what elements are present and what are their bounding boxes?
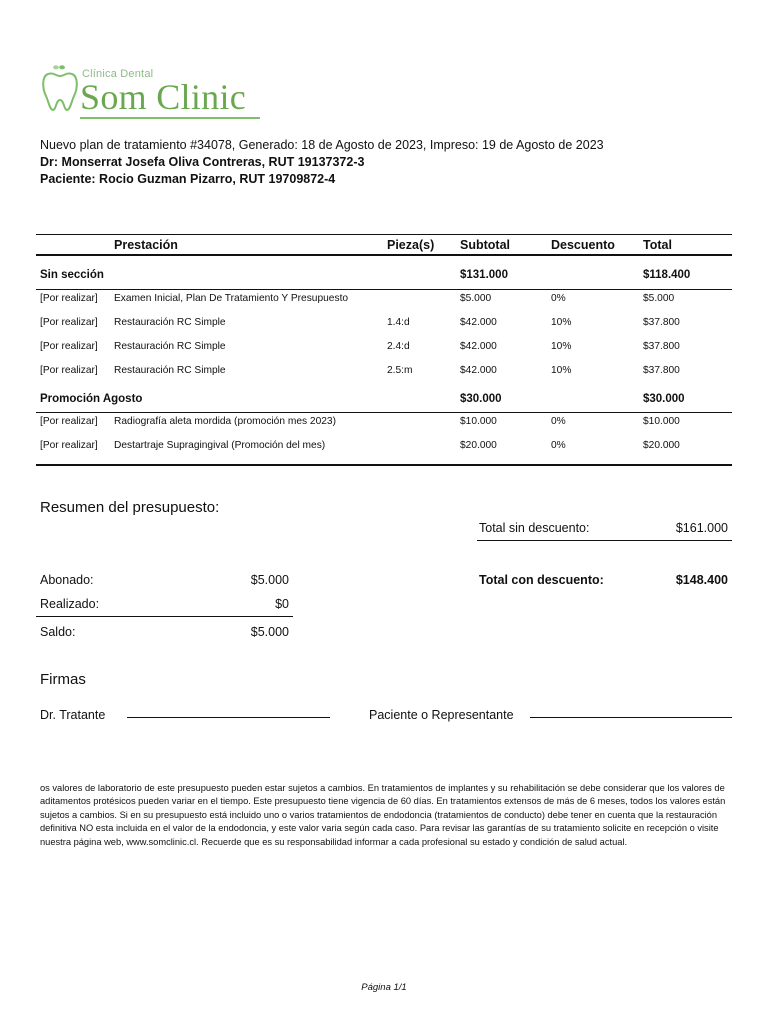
row-total: $37.800 bbox=[643, 365, 680, 376]
row-subtotal: $42.000 bbox=[460, 317, 497, 328]
row-status: [Por realizar] bbox=[40, 341, 98, 352]
saldo-value: $5.000 bbox=[250, 625, 289, 639]
summary-title: Resumen del presupuesto: bbox=[40, 499, 220, 516]
total-con-descuento-value: $148.400 bbox=[675, 573, 728, 587]
table-top-rule bbox=[36, 234, 732, 235]
total-sin-descuento-value: $161.000 bbox=[675, 521, 728, 535]
doctor-signature-line bbox=[127, 717, 330, 718]
row-descuento: 10% bbox=[551, 341, 572, 352]
row-subtotal: $42.000 bbox=[460, 341, 497, 352]
row-total: $37.800 bbox=[643, 341, 680, 352]
section-rule bbox=[36, 412, 732, 413]
section-rule bbox=[36, 289, 732, 290]
row-subtotal: $20.000 bbox=[460, 440, 497, 451]
plan-line: Nuevo plan de tratamiento #34078, Generado: 18 de Agosto de 2023, Impreso: 19 de Agosto de 2023 bbox=[40, 138, 604, 152]
row-descuento: 0% bbox=[551, 293, 566, 304]
section-total: $30.000 bbox=[643, 393, 685, 405]
row-prestacion: Restauración RC Simple bbox=[114, 317, 226, 328]
col-prestacion: Prestación bbox=[114, 238, 178, 252]
row-descuento: 10% bbox=[551, 365, 572, 376]
total-con-descuento-label: Total con descuento: bbox=[479, 573, 604, 587]
row-status: [Por realizar] bbox=[40, 317, 98, 328]
row-status: [Por realizar] bbox=[40, 416, 98, 427]
abonado-value: $5.000 bbox=[250, 573, 289, 587]
row-descuento: 10% bbox=[551, 317, 572, 328]
col-pieza: Pieza(s) bbox=[387, 238, 435, 252]
clinic-logo bbox=[40, 62, 280, 122]
row-subtotal: $5.000 bbox=[460, 293, 492, 304]
logo-subtitle: Clínica Dental bbox=[82, 68, 154, 80]
col-descuento: Descuento bbox=[551, 238, 615, 252]
col-total: Total bbox=[643, 238, 672, 252]
row-prestacion: Examen Inicial, Plan De Tratamiento Y Presupuesto bbox=[114, 293, 349, 304]
col-subtotal: Subtotal bbox=[460, 238, 510, 252]
row-status: [Por realizar] bbox=[40, 293, 98, 304]
total-sin-descuento-label: Total sin descuento: bbox=[479, 521, 590, 535]
row-subtotal: $10.000 bbox=[460, 416, 497, 427]
tooth-icon bbox=[40, 64, 80, 114]
row-total: $37.800 bbox=[643, 317, 680, 328]
section-name: Sin sección bbox=[40, 269, 104, 281]
logo-underline bbox=[80, 117, 260, 119]
signatures-title: Firmas bbox=[40, 671, 86, 688]
row-total: $5.000 bbox=[643, 293, 675, 304]
table-bottom-rule bbox=[36, 464, 732, 466]
row-prestacion: Restauración RC Simple bbox=[114, 365, 226, 376]
summary-right-rule bbox=[477, 540, 732, 541]
row-prestacion: Radiografía aleta mordida (promoción mes 2023) bbox=[114, 416, 336, 427]
row-pieza: 2.4:d bbox=[387, 341, 410, 352]
row-descuento: 0% bbox=[551, 440, 566, 451]
row-pieza: 1.4:d bbox=[387, 317, 410, 328]
realizado-value: $0 bbox=[275, 597, 289, 611]
patient-line: Paciente: Rocio Guzman Pizarro, RUT 19709872-4 bbox=[40, 172, 336, 186]
page-number: Página 1/1 bbox=[361, 982, 407, 993]
row-descuento: 0% bbox=[551, 416, 566, 427]
row-pieza: 2.5:m bbox=[387, 365, 413, 376]
row-prestacion: Destartraje Supragingival (Promoción del mes) bbox=[114, 440, 326, 451]
section-total: $118.400 bbox=[643, 269, 691, 281]
saldo-label: Saldo: bbox=[40, 625, 76, 639]
row-subtotal: $42.000 bbox=[460, 365, 497, 376]
table-header-rule bbox=[36, 254, 732, 256]
patient-signature-label: Paciente o Representante bbox=[369, 708, 514, 722]
disclaimer-note: os valores de laboratorio de este presupuesto pueden estar sujetos a cambios. En tratamientos de implantes y su rehabilitación se debe considerar que los valores de aditamentos protésicos pueden variar en el tiempo. Este presupuesto tiene vigencia de 60 días. En tratamientos extensos de más de 6 meses, todos los valores están sujetos a cambios. Si en su presupuesto está incluido uno o varios tratamientos de endodoncia (tratamientos de conducto) debe tener en cuenta que la restauración definitiva NO esta incluida en el valor de la endodoncia, y este valor varia según cada caso. Para revisar las garantías de su tratamiento solicite en recepción o visite nuestra página web, www.somclinic.cl. Recuerde que es su responsabilidad informar a cada profesional su estado y condición de salud actual. bbox=[40, 783, 726, 847]
logo-name: Som Clinic bbox=[80, 77, 247, 117]
row-status: [Por realizar] bbox=[40, 365, 98, 376]
summary-left-rule bbox=[36, 616, 293, 617]
patient-signature-line bbox=[530, 717, 732, 718]
section-subtotal: $131.000 bbox=[460, 269, 508, 281]
row-prestacion: Restauración RC Simple bbox=[114, 341, 226, 352]
realizado-label: Realizado: bbox=[40, 597, 100, 611]
row-total: $20.000 bbox=[643, 440, 680, 451]
section-subtotal: $30.000 bbox=[460, 393, 502, 405]
doctor-line: Dr: Monserrat Josefa Oliva Contreras, RUT 19137372-3 bbox=[40, 155, 365, 169]
row-status: [Por realizar] bbox=[40, 440, 98, 451]
doctor-signature-label: Dr. Tratante bbox=[40, 708, 106, 722]
row-total: $10.000 bbox=[643, 416, 680, 427]
abonado-label: Abonado: bbox=[40, 573, 94, 587]
section-name: Promoción Agosto bbox=[40, 393, 143, 405]
